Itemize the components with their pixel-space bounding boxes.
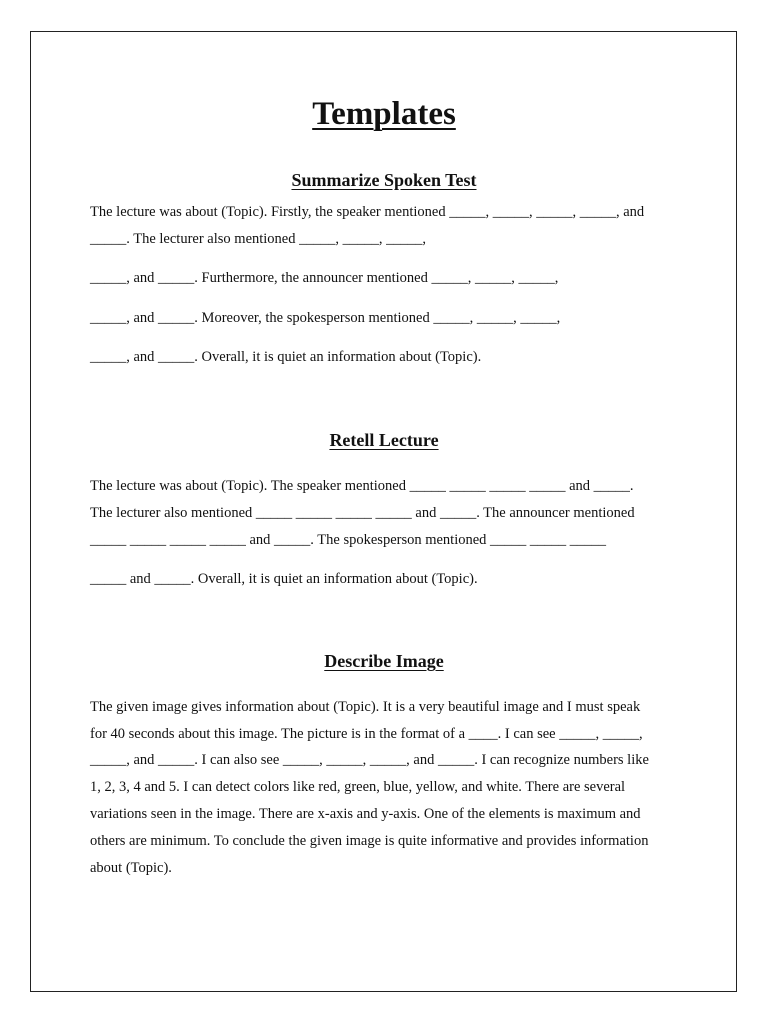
section-heading-summarize-spoken-test: Summarize Spoken Test [291,170,477,190]
page-title: Templates [312,96,456,132]
paragraph-line: 1, 2, 3, 4 and 5. I can detect colors like red, green, blue, yellow, and white. There are several [90,779,626,795]
paragraph-line: _____, and _____. I can also see _____, _____, _____, and _____. I can recognize numbers like [90,752,649,768]
paragraph-line: others are minimum. To conclude the given image is quite informative and provides information [90,833,649,849]
paragraph-line: variations seen in the image. There are x-axis and y-axis. One of the elements is maximum and [90,806,641,822]
paragraph-line: _____ and _____. Overall, it is quiet an information about (Topic). [90,571,478,587]
paragraph-line: The lecture was about (Topic). Firstly, the speaker mentioned _____, _____, _____, _____, and [90,204,645,220]
paragraph-line: about (Topic). [90,860,172,876]
paragraph-line: The lecture was about (Topic). The speaker mentioned _____ _____ _____ _____ and _____. [90,478,634,494]
paragraph-line: _____. The lecturer also mentioned _____, _____, _____, [90,231,426,247]
paragraph-line: The lecturer also mentioned _____ _____ _____ _____ and _____. The announcer mentioned [90,505,635,521]
paragraph-line: _____ _____ _____ _____ and _____. The spokesperson mentioned _____ _____ _____ [90,532,607,548]
paragraph-line: _____, and _____. Overall, it is quiet an information about (Topic). [90,349,482,365]
section-heading-retell-lecture: Retell Lecture [329,430,439,450]
section-heading-describe-image: Describe Image [324,651,444,671]
paragraph-line: _____, and _____. Furthermore, the announcer mentioned _____, _____, _____, [90,270,559,286]
paragraph-line: _____, and _____. Moreover, the spokesperson mentioned _____, _____, _____, [90,310,561,326]
paragraph-line: The given image gives information about (Topic). It is a very beautiful image and I must speak [90,699,641,715]
paragraph-line: for 40 seconds about this image. The picture is in the format of a ____. I can see _____, _____, [90,726,643,742]
